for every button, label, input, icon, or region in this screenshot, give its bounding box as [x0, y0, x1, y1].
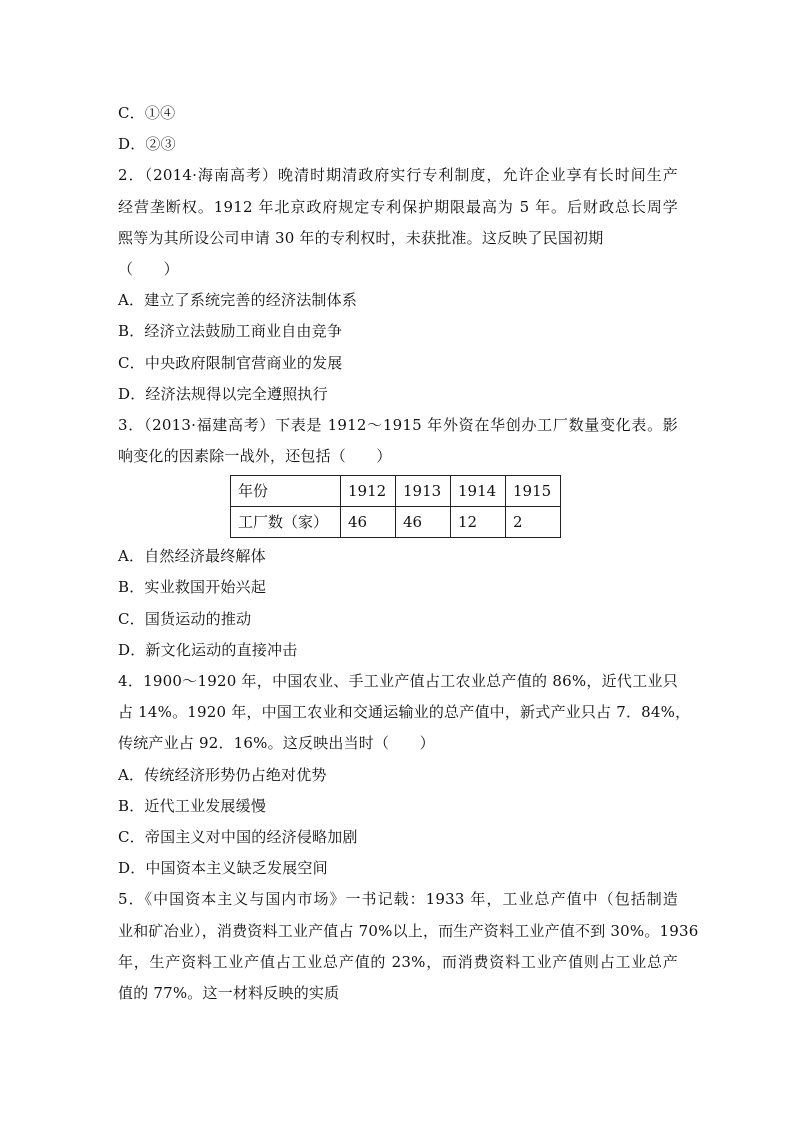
- option-a: A．传统经济形势仍占绝对优势: [118, 765, 327, 784]
- question-4-text-line: 传统产业占 92．16%。这反映出当时（ ）: [118, 734, 435, 753]
- option-d: D．经济法规得以完全遵照执行: [118, 384, 328, 403]
- question-2-text-line: 经营垄断权。1912 年北京政府规定专利保护期限最高为 5 年。后财政总长周学: [118, 197, 678, 216]
- option-d: D．中国资本主义缺乏发展空间: [118, 859, 328, 878]
- option-a: A．建立了系统完善的经济法制体系: [118, 291, 358, 310]
- table-cell: 2: [506, 507, 561, 538]
- question-4-text-line: 4．1900～1920 年，中国农业、手工业产值占工农业总产值的 86%，近代工业只: [118, 672, 678, 690]
- factory-count-table: [230, 475, 561, 538]
- table-row: [231, 507, 561, 538]
- option-c: C．中央政府限制官营商业的发展: [118, 353, 343, 372]
- option-d: D．②③: [118, 135, 176, 154]
- table-cell: 1912: [341, 476, 396, 507]
- question-5-text-line: 年，生产资料工业产值占工业总产值的 23%，而消费资料工业产值则占工业总产: [118, 952, 678, 971]
- table-cell: 46: [396, 507, 451, 538]
- document-page: [118, 98, 699, 1009]
- question-4-text-line: 占 14%。1920 年，中国工农业和交通运输业的总产值中，新式产业只占 7．84%，: [118, 703, 691, 722]
- table-cell: 1915: [506, 476, 561, 507]
- option-b: B．经济立法鼓励工商业自由竞争: [118, 322, 343, 341]
- option-c: C．帝国主义对中国的经济侵略加剧: [118, 827, 358, 846]
- option-b: B．实业救国开始兴起: [118, 578, 267, 597]
- question-5-text-line: 5．《中国资本主义与国内市场》一书记载：1933 年，工业总产值中（包括制造: [118, 890, 678, 909]
- question-2-answer-blank: （ ）: [118, 259, 179, 278]
- option-c: C．①④: [118, 104, 176, 122]
- table-cell: 1913: [396, 476, 451, 507]
- question-5-text-line: 业和矿冶业），消费资料工业产值占 70%以上，而生产资料工业产值不到 30%。1936: [118, 921, 699, 940]
- question-5-text-line: 值的 77%。这一材料反映的实质: [118, 983, 340, 1002]
- question-2-text-line: 2．（2014·海南高考）晚清时期清政府实行专利制度，允许企业享有长时间生产: [118, 166, 678, 185]
- table-cell: 1914: [451, 476, 506, 507]
- table-cell: 12: [451, 507, 506, 538]
- option-a: A．自然经济最终解体: [118, 547, 266, 566]
- option-c: C．国货运动的推动: [118, 609, 252, 628]
- table-header-cell: 年份: [231, 476, 341, 507]
- table-row: [231, 476, 561, 507]
- question-3-text-line: 3．（2013·福建高考）下表是 1912～1915 年外资在华创办工厂数量变化表。影: [118, 415, 678, 434]
- table-cell: 46: [341, 507, 396, 538]
- table-header-cell: 工厂数（家）: [231, 507, 341, 538]
- option-d: D．新文化运动的直接冲击: [118, 640, 298, 659]
- question-2-text-line: 熙等为其所设公司申请 30 年的专利权时，未获批准。这反映了民国初期: [118, 228, 604, 247]
- question-3-text-line: 响变化的因素除一战外，还包括（ ）: [118, 447, 392, 466]
- option-b: B．近代工业发展缓慢: [118, 796, 267, 815]
